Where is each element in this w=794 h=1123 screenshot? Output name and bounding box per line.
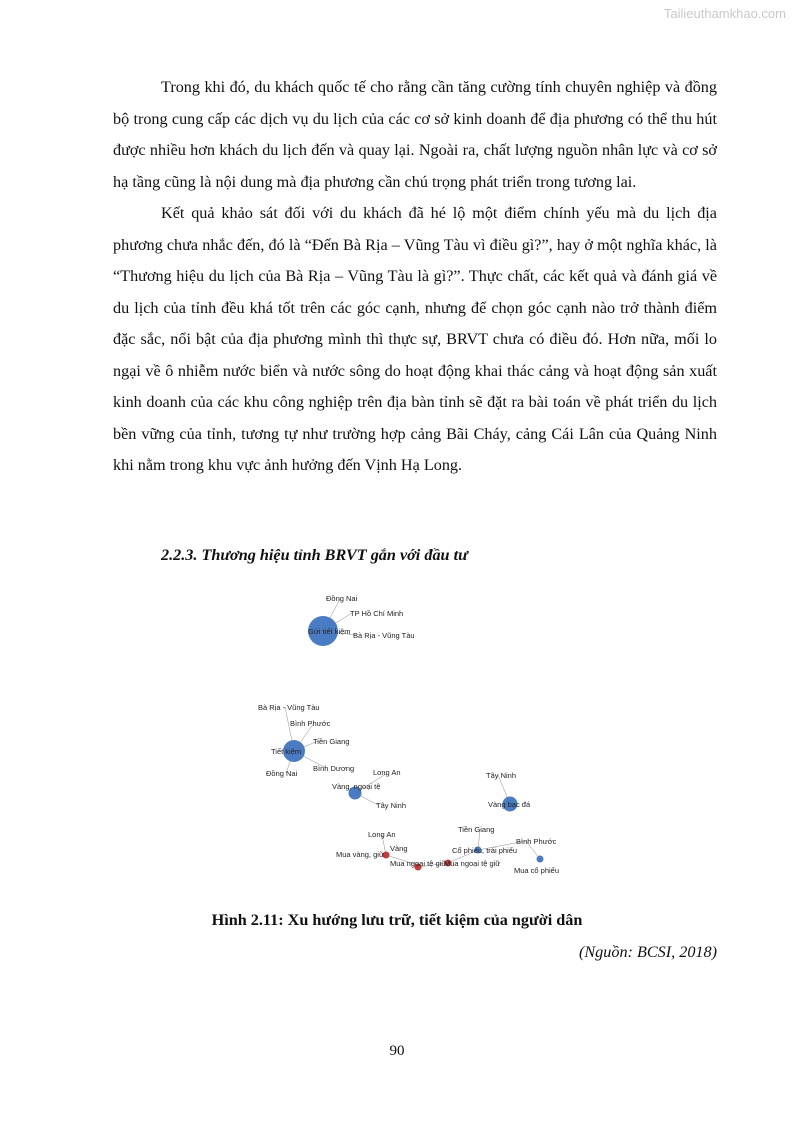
node-label: Vàng, ngoại tệ <box>332 782 381 791</box>
body-text <box>113 72 717 482</box>
node-label: Tây Ninh <box>486 771 517 780</box>
page-number: 90 <box>389 1043 405 1059</box>
node-label: Bà Rịa - Vũng Tàu <box>258 703 320 712</box>
node-label: Tiết kiệm <box>271 747 302 756</box>
figure-source: (Nguồn: BCSI, 2018) <box>578 943 717 961</box>
node-label: Đồng Nai <box>266 769 298 778</box>
node-label: Vàng bạc đá <box>488 800 531 809</box>
paragraph: Kết quả khảo sát đối với du khách đã hé lộ một điểm chính yếu mà du lịch địa phương chưa nhắc đến, đó là “Đến Bà Rịa – Vũng Tàu vì điều gì?”, hay ở một nghĩa khác, là “Thương hiệu du lịch của Bà Rịa – Vũng Tàu là gì?”. Thực chất, các kết quả và đánh giá về du lịch của tỉnh đều khá tốt trên các góc cạnh, nhưng để chọn góc cạnh nào trở thành điểm đặc sắc, nổi bật của địa phương mình thì thực sự, BRVT chưa có điều đó. Hơn nữa, mối lo ngại về ô nhiễm nước biển và nước sông do hoạt động khai thác cảng và hoạt động sản xuất kinh doanh của các khu công nghiệp trên địa bàn tỉnh sẽ đặt ra bài toán về phát triển du lịch bền vững của tỉnh, tương tự như trường hợp cảng Bãi Cháy, cảng Cái Lân của Quảng Ninh khi nằm trong khu vực ảnh hưởng đến Vịnh Hạ Long. <box>113 204 717 474</box>
node-label: Bình Phước <box>290 719 331 728</box>
node-label: Mua ngoại tệ giữ <box>390 859 447 868</box>
node-label: Cổ phiếu, trái phiếu <box>452 846 518 855</box>
node-label: TP Hồ Chí Minh <box>350 609 404 618</box>
node-label: Gửi tiết kiệm <box>308 627 351 636</box>
node-label: Long An <box>373 768 401 777</box>
node-label: Tiền Giang <box>313 737 350 746</box>
node-label: Mua cổ phiếu <box>514 866 560 875</box>
node-label: Mua vàng, giữ <box>336 850 384 859</box>
node-small <box>537 856 544 863</box>
node-label: Tiền Giang <box>458 825 495 834</box>
paragraph: Trong khi đó, du khách quốc tế cho rằng cần tăng cường tính chuyên nghiệp và đồng bộ trong cung cấp các dịch vụ du lịch của các cơ sở kinh doanh để địa phương có thể thu hút được nhiều hơn khách du lịch đến và quay lại. Ngoài ra, chất lượng nguồn nhân lực và cơ sở hạ tầng cũng là nội dung mà địa phương cần chú trọng phát triển trong tương lai. <box>113 78 717 191</box>
node-label: Vàng <box>390 844 408 853</box>
node-label: Bà Rịa - Vũng Tàu <box>353 631 415 640</box>
network-figure <box>240 585 580 885</box>
section-heading: 2.2.3. Thương hiệu tỉnh BRVT gắn với đầu tư <box>161 546 468 564</box>
node-label: Mua ngoại tệ giữ <box>444 859 501 868</box>
figure-caption: Hình 2.11: Xu hướng lưu trữ, tiết kiệm của người dân <box>211 911 583 929</box>
node-label: Long An <box>368 830 396 839</box>
node-label: Bình Phước <box>516 837 557 846</box>
node-label: Tây Ninh <box>376 801 407 810</box>
node-label: Bình Dương <box>313 764 355 773</box>
network-diagram <box>240 585 580 885</box>
watermark: Tailieuthamkhao.com <box>663 6 786 21</box>
node-label: Đồng Nai <box>326 594 358 603</box>
